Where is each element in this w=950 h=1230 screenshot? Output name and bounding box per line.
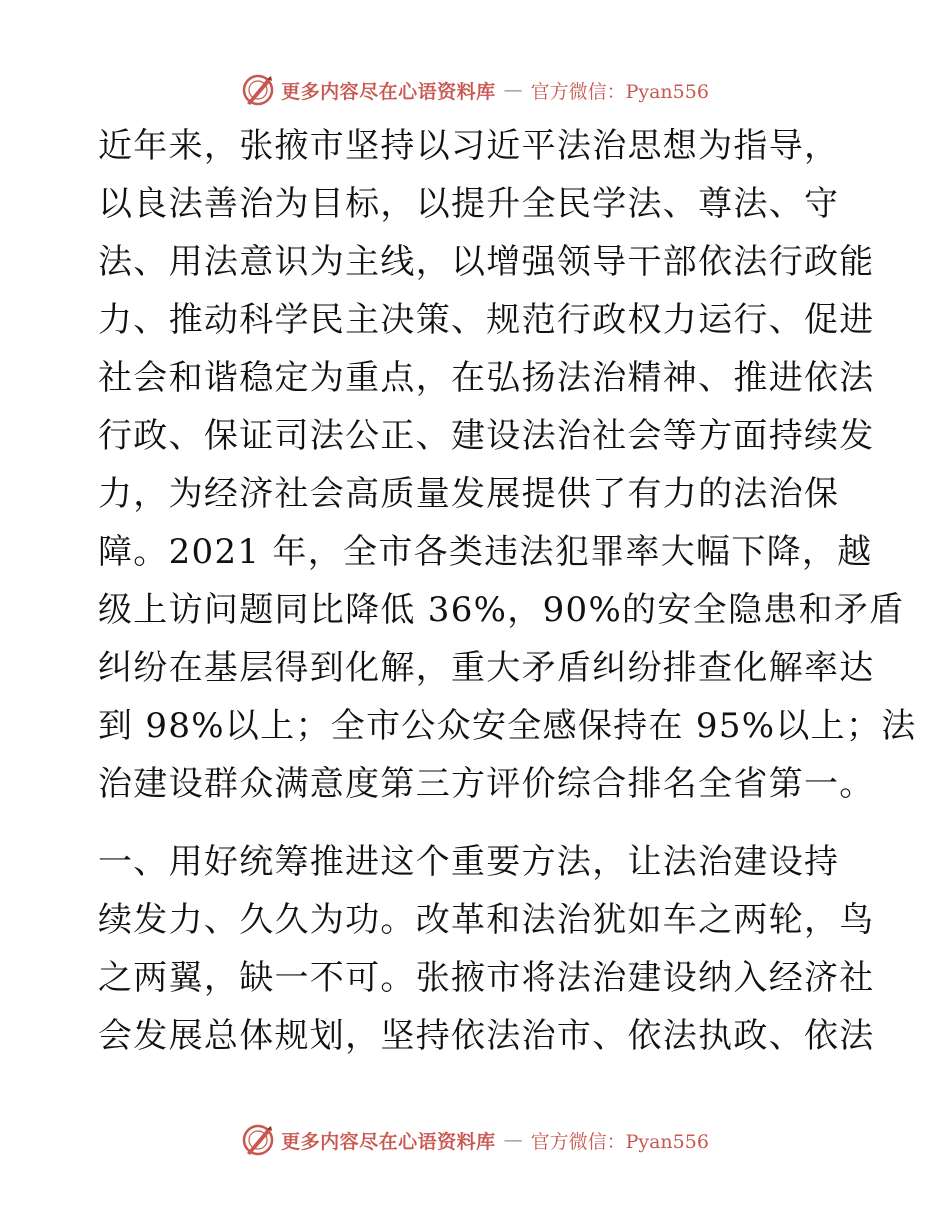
paragraph-line: 之两翼，缺一不可。张掖市将法治建设纳入经济社: [98, 958, 875, 998]
paragraph-line: 纠纷在基层得到化解，重大矛盾纠纷排查化解率达: [98, 648, 875, 688]
paragraph-line: 近年来，张掖市坚持以习近平法治思想为指导，: [98, 126, 840, 166]
paragraph-line: 会发展总体规划，坚持依法治市、依法执政、依法: [98, 1016, 875, 1056]
paragraph-line: 级上访问题同比降低 36%，90%的安全隐患和矛盾: [98, 590, 905, 630]
paragraph-line: 行政、保证司法公正、建设法治社会等方面持续发: [98, 416, 875, 456]
banner-contact: 官方微信：Pyan556: [530, 1130, 709, 1153]
banner-separator: —: [503, 1129, 523, 1151]
paragraph-line: 续发力、久久为功。改革和法治犹如车之两轮，鸟: [98, 900, 875, 940]
paragraph-line: 治建设群众满意度第三方评价综合排名全省第一。: [98, 764, 875, 804]
paragraph-line: 社会和谐稳定为重点，在弘扬法治精神、推进依法: [98, 358, 875, 398]
paragraph-line: 以良法善治为目标，以提升全民学法、尊法、守: [98, 184, 840, 224]
footer-banner: [0, 1120, 950, 1160]
banner-contact: 官方微信：Pyan556: [530, 80, 709, 103]
paragraph-line: 力，为经济社会高质量发展提供了有力的法治保: [98, 474, 840, 514]
section-heading-line: 一、用好统筹推进这个重要方法，让法治建设持: [98, 842, 840, 882]
banner-text: 更多内容尽在心语资料库: [281, 80, 496, 103]
pen-seal-logo-icon: [241, 1123, 275, 1157]
paragraph-line: 力、推动科学民主决策、规范行政权力运行、促进: [98, 300, 875, 340]
paragraph-line: 到 98%以上；全市公众安全感保持在 95%以上；法: [98, 706, 917, 746]
banner-text: 更多内容尽在心语资料库: [281, 1130, 496, 1153]
banner-separator: —: [503, 79, 523, 101]
paragraph-line: 法、用法意识为主线，以增强领导干部依法行政能: [98, 242, 875, 282]
paragraph-line: 障。2021 年，全市各类违法犯罪率大幅下降，越: [98, 532, 873, 572]
